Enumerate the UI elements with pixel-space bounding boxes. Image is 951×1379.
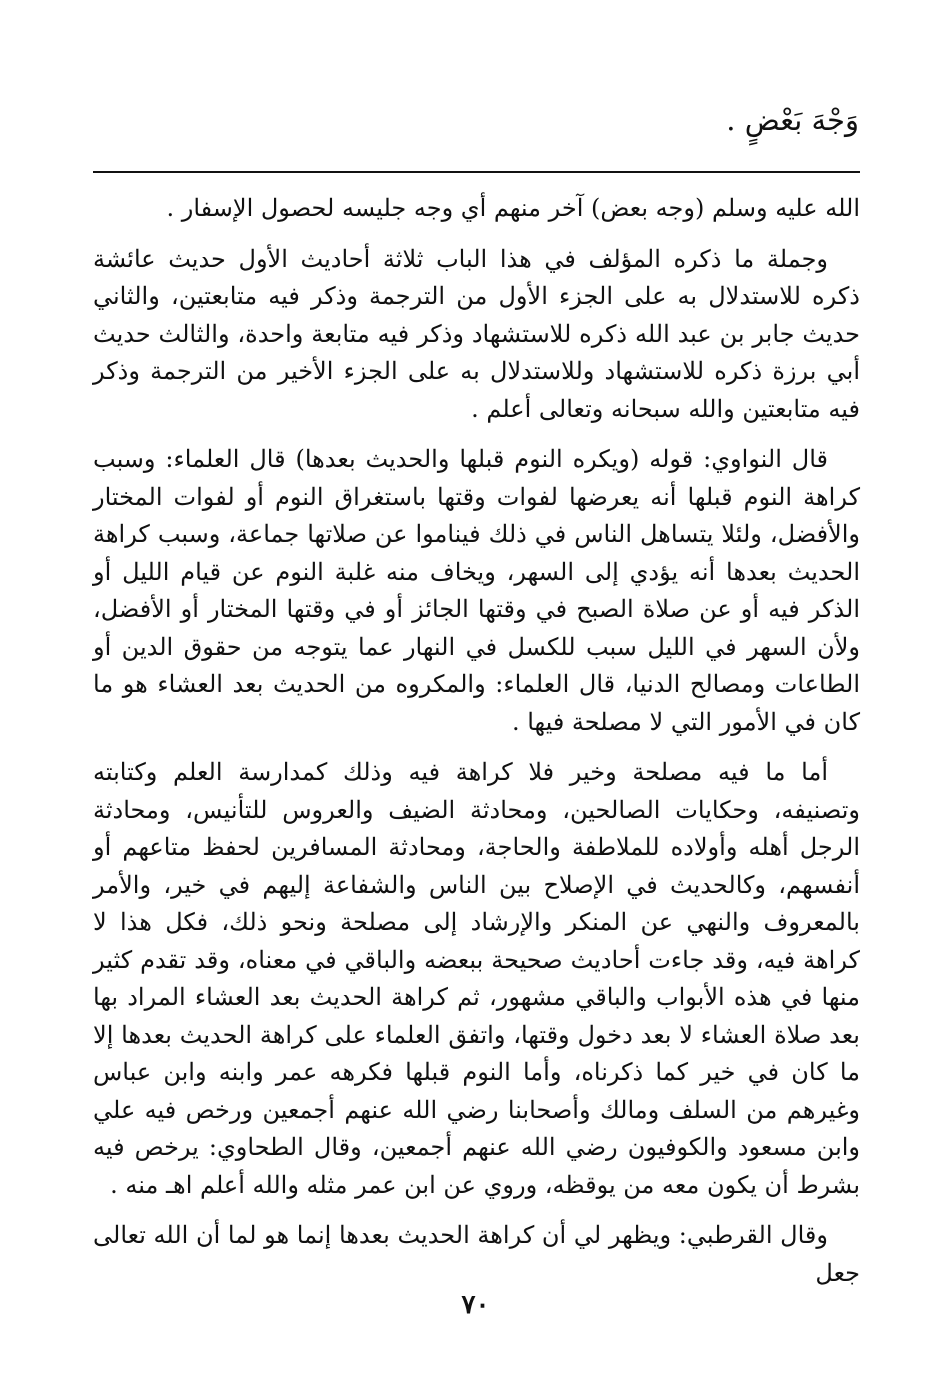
header-divider-line [93,171,860,173]
page-header-text: وَجْهَ بَعْضٍ . [726,103,859,137]
paragraph-4: أما ما فيه مصلحة وخير فلا كراهة فيه وذلك كمدارسة العلم وكتابته وتصنيفه، وحكايات الصالحين، ومحادثة الضيف والعروس للتأنيس، ومحادثة الرجل أهله وأولاده للملاطفة والحاجة، ومحادثة المسافرين لحفظ متاعهم أو أنفسهم، وكالحديث في الإصلاح بين الناس والشفاعة إليهم في خير، والأمر بالمعروف والنهي عن المنكر والإرشاد إلى مصلحة ونحو ذلك، فكل هذا لا كراهة فيه، وقد جاءت أحاديث صحيحة ببعضه والباقي في معناه، وقد تقدم كثير منها في هذه الأبواب والباقي مشهور، ثم كراهة الحديث بعد العشاء المراد بها بعد صلاة العشاء لا بعد دخول وقتها، واتفق العلماء على كراهة الحديث بعدها إلا ما كان في خير كما ذكرناه، وأما النوم قبلها فكرهه عمر وابنه وابن عباس وغيرهم من السلف ومالك وأصحابنا رضي الله عنهم أجمعين ورخص فيه علي وابن مسعود والكوفيون رضي الله عنهم أجمعين، وقال الطحاوي: يرخص فيه بشرط أن يكون معه من يوقظه، وروي عن ابن عمر مثله والله أعلم اهـ منه . [93,758,860,1199]
page-number: ٧٠ [461,1290,490,1320]
paragraph-1: الله عليه وسلم (وجه بعض) آخر منهم أي وجه جليسه لحصول الإسفار . [166,194,860,222]
paragraph-3: قال النواوي: قوله (ويكره النوم قبلها والحديث بعدها) قال العلماء: وسبب كراهة النوم قبلها أنه يعرضها لفوات وقتها باستغراق النوم أو لفوات المختار والأفضل، ولئلا يتساهل الناس في ذلك فيناموا عن صلاتها جماعة، وسبب كراهة الحديث بعدها أنه يؤدي إلى السهر، ويخاف منه غلبة النوم عن قيام الليل أو الذكر فيه أو عن صلاة الصبح في وقتها الجائز أو في وقتها المختار أو الأفضل، ولأن السهر في الليل سبب للكسل في النهار عما يتوجه من حقوق الدين أو الطاعات ومصالح الدنيا، قال العلماء: والمكروه من الحديث بعد العشاء هو ما كان في الأمور التي لا مصلحة فيها . [93,445,860,736]
commentary-body [93,190,860,1305]
paragraph-2: وجملة ما ذكره المؤلف في هذا الباب ثلاثة أحاديث الأول حديث عائشة ذكره للاستدلال به على الجزء الأول من الترجمة وذكر فيه متابعتين، والثاني حديث جابر بن عبد الله ذكره للاستشهاد وذكر فيه متابعة واحدة، والثالث حديث أبي برزة ذكره للاستشهاد وللاستدلال به على الجزء الأخير من الترجمة وذكر فيه متابعتين والله سبحانه وتعالى أعلم . [93,244,860,423]
paragraph-5: وقال القرطبي: ويظهر لي أن كراهة الحديث بعدها إنما هو لما أن الله تعالى جعل [93,1221,860,1287]
